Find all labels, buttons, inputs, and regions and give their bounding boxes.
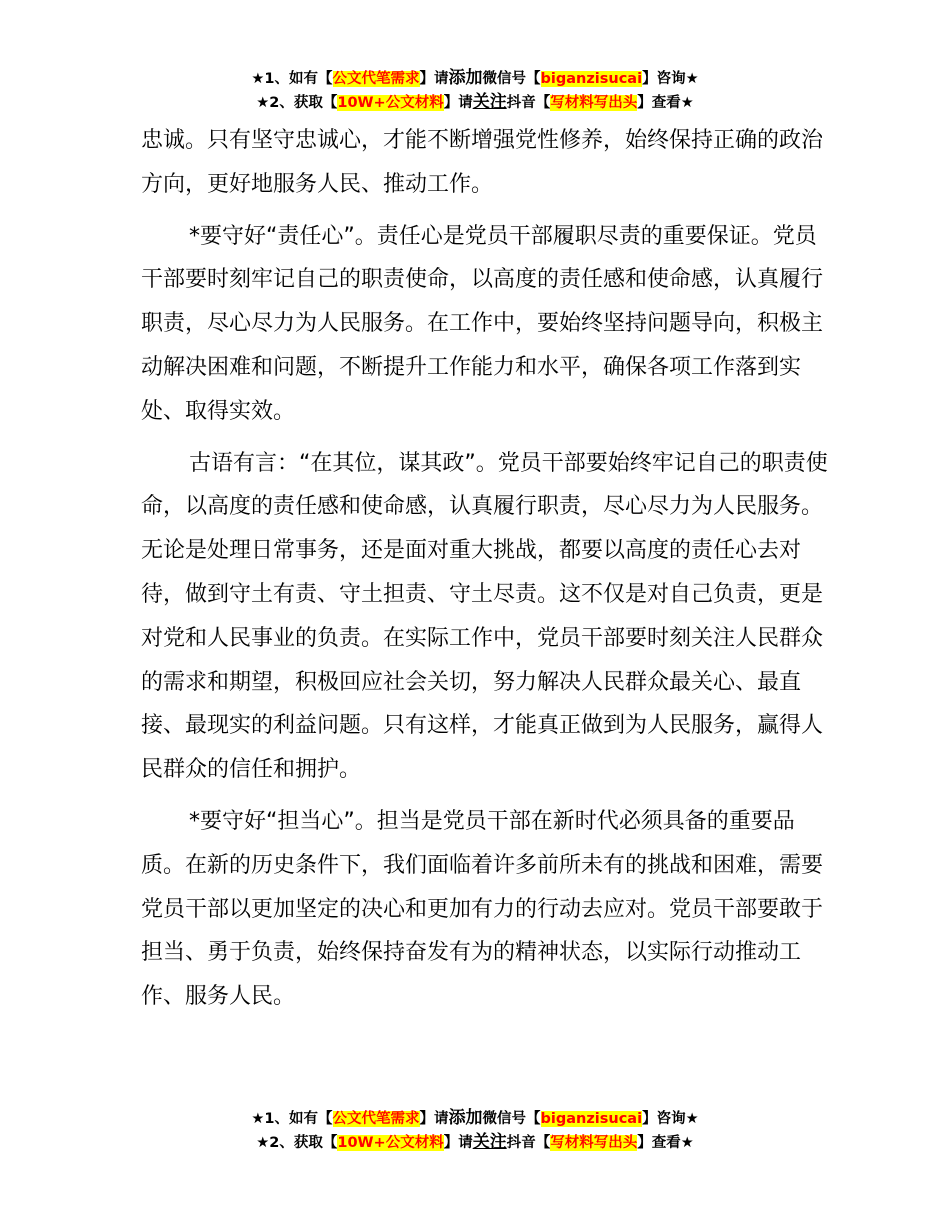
highlight-douyin-account: 写材料写出头 [550, 1135, 638, 1151]
banner-text: 微信号【 [482, 1111, 541, 1127]
banner-text: 】咨询★ [642, 1111, 699, 1127]
banner-text: 抖音【 [506, 1135, 551, 1151]
header-banner [0, 67, 950, 115]
banner-text: ★1、如有【 [251, 1111, 333, 1127]
highlight-douyin-account: 写材料写出头 [550, 95, 638, 111]
highlight-ghostwriting: 公文代笔需求 [332, 71, 420, 87]
document-body [141, 119, 831, 1019]
banner-text: 】查看★ [637, 1135, 694, 1151]
paragraph-commitment: *要守好“担当心”。担当是党员干部在新时代必须具备的重要品质。在新的历史条件下，我们面临着许多前所未有的挑战和困难，需要党员干部以更加坚定的决心和更加有力的行动去应对。党员干部要敢于担当、勇于负责，始终保持奋发有为的精神状态，以实际行动推动工作、服务人民。 [141, 808, 824, 1010]
banner-line-1 [0, 67, 950, 91]
banner-text: 】请 [419, 1111, 449, 1127]
highlight-materials: 10W+公文材料 [337, 95, 444, 111]
banner-text: ★2、获取【 [256, 1135, 338, 1151]
highlight-wechat-id: biganzisucai [540, 1111, 643, 1127]
banner-emphasis: 添加 [448, 68, 483, 88]
banner-text: 】查看★ [637, 95, 694, 111]
paragraph-continuation: 忠诚。只有坚守忠诚心，才能不断增强党性修养，始终保持正确的政治方向，更好地服务人民、推动工作。 [141, 128, 824, 197]
paragraph-ancient-saying: 古语有言：“在其位，谋其政”。党员干部要始终牢记自己的职责使命，以高度的责任感和使命感，认真履行职责，尽心尽力为人民服务。无论是处理日常事务，还是面对重大挑战，都要以高度的责任心去对待，做到守土有责、守土担责、守土尽责。这不仅是对自己负责，更是对党和人民事业的负责。在实际工作中，党员干部要时刻关注人民群众的需求和期望，积极回应社会关切，努力解决人民群众最关心、最直接、最现实的利益问题。只有这样，才能真正做到为人民服务，赢得人民群众的信任和拥护。 [141, 450, 828, 783]
banner-text: ★2、获取【 [256, 95, 338, 111]
paragraph-responsibility: *要守好“责任心”。责任心是党员干部履职尽责的重要保证。党员干部要时刻牢记自己的职责使命，以高度的责任感和使命感，认真履行职责，尽心尽力为人民服务。在工作中，要始终坚持问题导向，积极主动解决困难和问题，不断提升工作能力和水平，确保各项工作落到实处、取得实效。 [141, 223, 824, 424]
banner-emphasis: 关注 [472, 92, 507, 112]
banner-line-2 [0, 1131, 950, 1155]
banner-text: 】请 [443, 95, 473, 111]
banner-text: ★1、如有【 [251, 71, 333, 87]
highlight-ghostwriting: 公文代笔需求 [332, 1111, 420, 1127]
banner-text: 抖音【 [506, 95, 551, 111]
banner-emphasis: 添加 [448, 1108, 483, 1128]
banner-line-2 [0, 91, 950, 115]
banner-text: 微信号【 [482, 71, 541, 87]
banner-emphasis: 关注 [472, 1132, 507, 1152]
footer-banner [0, 1107, 950, 1155]
banner-text: 】请 [419, 71, 449, 87]
banner-text: 】咨询★ [642, 71, 699, 87]
highlight-materials: 10W+公文材料 [337, 1135, 444, 1151]
banner-text: 】请 [443, 1135, 473, 1151]
highlight-wechat-id: biganzisucai [540, 71, 643, 87]
banner-line-1 [0, 1107, 950, 1131]
